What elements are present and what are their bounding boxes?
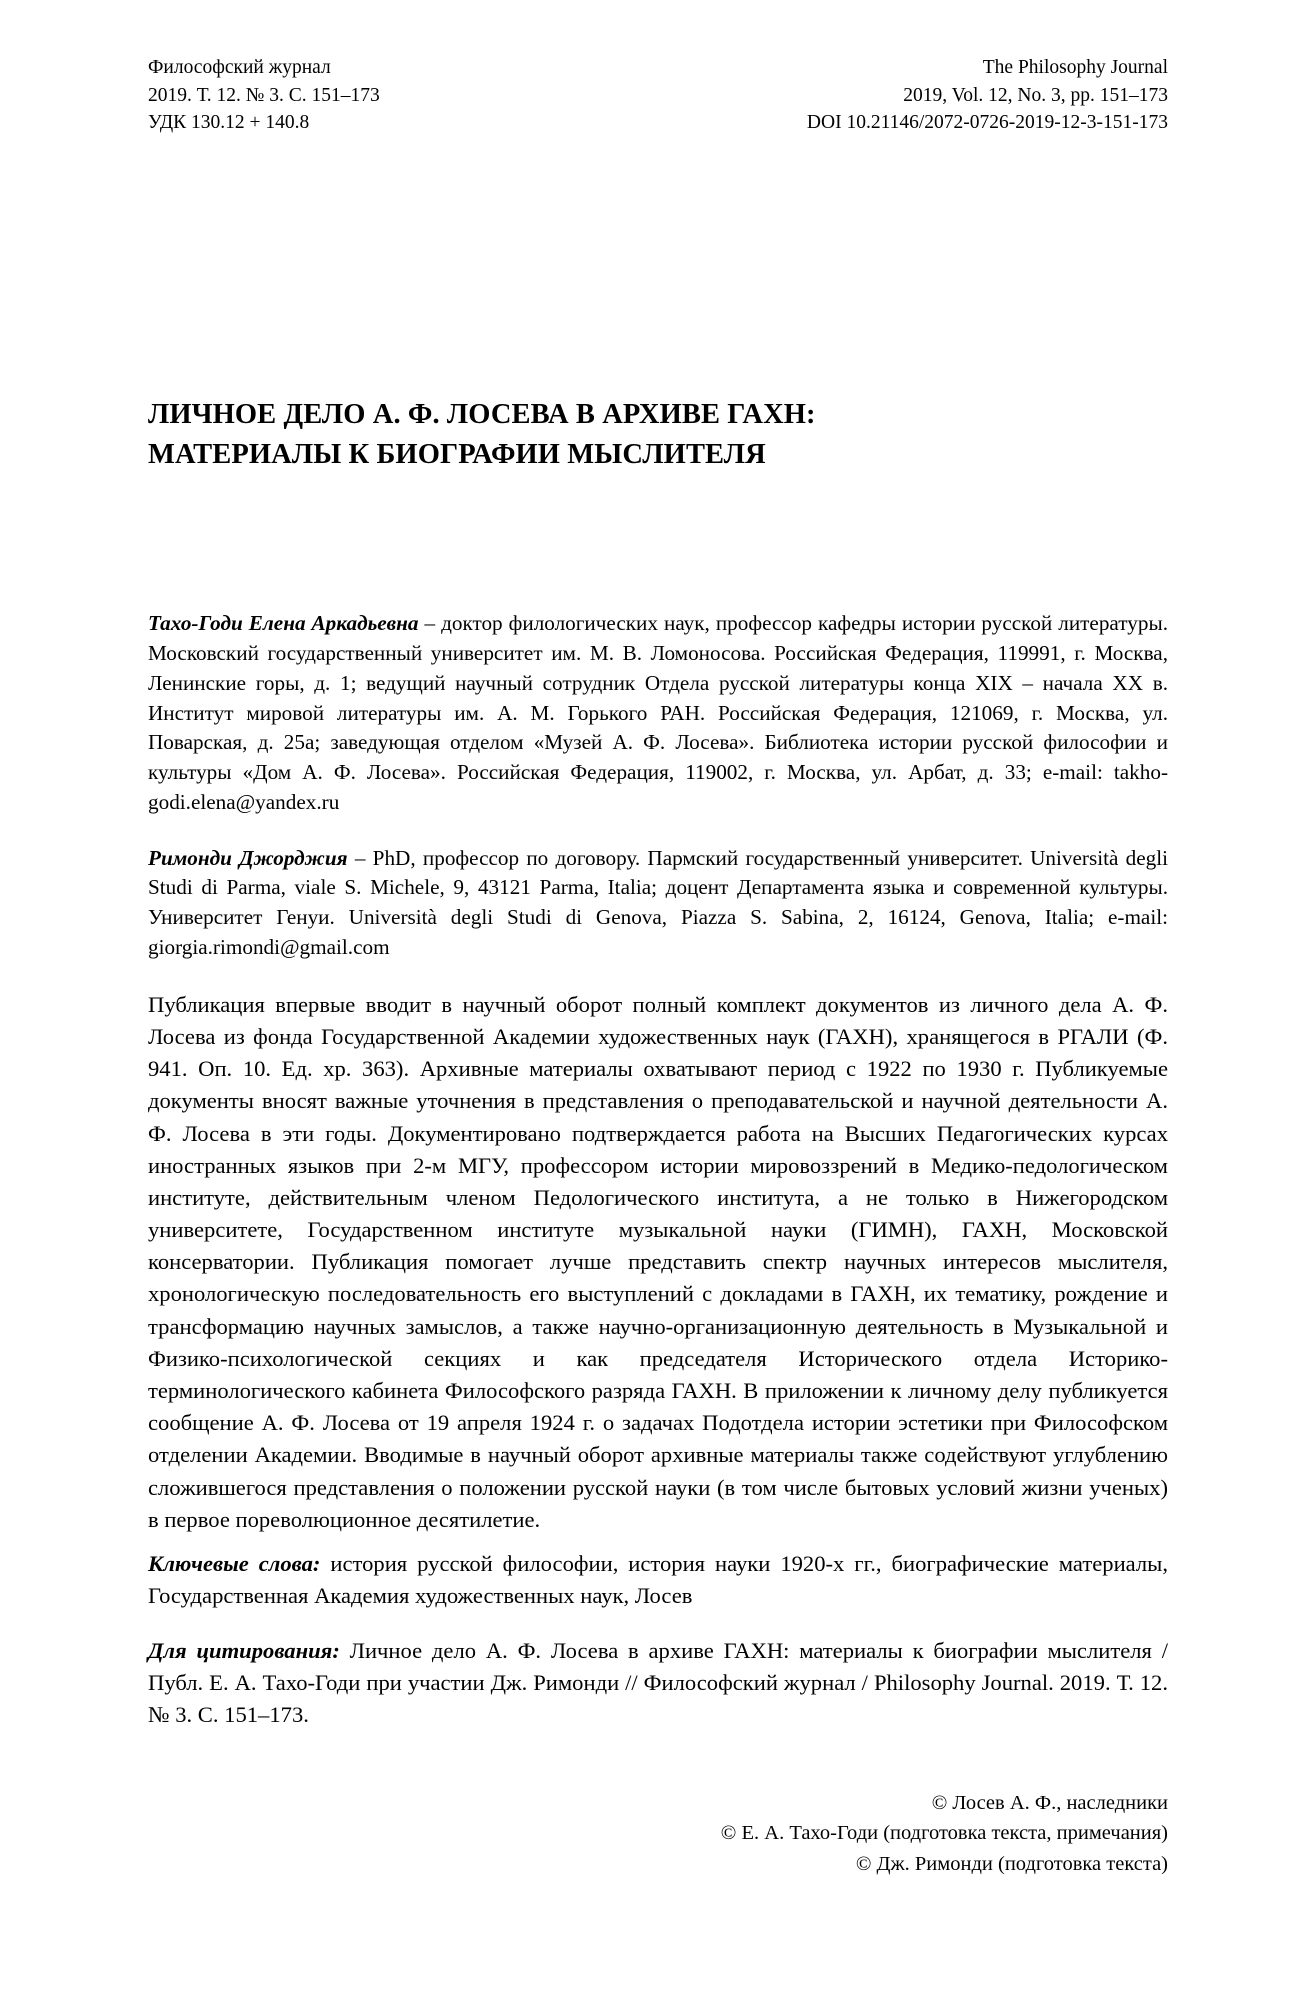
author-name-2: Римонди Джорджия xyxy=(148,845,348,870)
copyright-line-1: © Лосев А. Ф., наследники xyxy=(931,1792,1168,1814)
article-content xyxy=(148,588,1168,1754)
abstract-text: Публикация впервые вводит в научный оборот полный комплект документов из личного дела А. Ф. Лосева из фонда Государственной Академии художественных наук (ГАХН), хранящегося в РГАЛИ (Ф. 941. Оп. 10. Ед. хр. 363). Архивные материалы охватывают период с 1922 по 1930 г. Публикуемые документы вносят важные уточнения в представления о преподавательской и научной деятельности А. Ф. Лосева в эти годы. Документировано подтверждается работа на Высших Педагогических курсах иностранных языков при 2-м МГУ, профессором истории мировоззрений в Медико-педологическом институте, действительным членом Педологического института, а не только в Нижегородском университете, Государственном институте музыкальной науки (ГИМН), ГАХН, Московской консерватории. Публикация помогает лучше представить спектр научных интересов мыслителя, хронологическую последовательность его выступлений с докладами в ГАХН, их тематику, рождение и трансформацию научных замыслов, а также научно-организационную деятельность в Музыкальной и Физико-психологической секциях и как председателя Исторического отдела Историко-терминологического кабинета Философского разряда ГАХН. В приложении к личному делу публикуется сообщение А. Ф. Лосева от 19 апреля 1924 г. о задачах Подотдела истории эстетики при Философском отделении Академии. Вводимые в научный оборот архивные материалы также содействуют углублению сложившегося представления о положении русской науки (в том числе бытовых условий жизни ученых) в первое пореволюционное десятилетие. xyxy=(148,991,1168,1532)
page-title xyxy=(148,395,1168,475)
running-head-right xyxy=(807,54,1168,137)
citation-paragraph xyxy=(148,1635,1168,1732)
author-affiliation-1: – доктор филологических наук, профессор кафедры истории русской литературы. Московский государственный университет им. М. В. Ломоносова. Российская Федерация, 119991, г. Москва, Ленинские горы, д. 1; ведущий научный сотрудник Отдела русской литературы конца XIX – начала XX в. Институт мировой литературы им. А. М. Горького РАН. Российская Федерация, 121069, г. Москва, ул. Поварская, д. 25а; заведующая отделом «Музей А. Ф. Лосева». Библиотека истории русской философии и культуры «Дом А. Ф. Лосева». Российская Федерация, 119002, г. Москва, ул. Арбат, д. 33; e-mail: takho-godi.elena@yandex.ru xyxy=(148,611,1168,814)
copyright-line-2: © Е. А. Тахо-Годи (подготовка текста, примечания) xyxy=(720,1822,1168,1845)
page-title-line-1: ЛИЧНОЕ ДЕЛО А. Ф. ЛОСЕВА В АРХИВЕ ГАХН: xyxy=(148,399,816,431)
keywords-label: Ключевые слова: xyxy=(148,1550,321,1576)
running-head-left xyxy=(148,54,380,137)
keywords-paragraph xyxy=(148,1548,1168,1612)
citation-label: Для цитирования: xyxy=(148,1637,340,1663)
citation-text: Личное дело А. Ф. Лосева в архиве ГАХН: материалы к биографии мыслителя / Публ. Е. А. Тахо-Годи при участии Дж. Римонди // Философский журнал / Philosophy Journal. 2019. Т. 12. № 3. С. 151–173. xyxy=(148,1637,1168,1728)
copyright-block xyxy=(148,1788,1168,1879)
issue-info-ru: 2019. Т. 12. № 3. С. 151–173 xyxy=(148,84,380,106)
author-bio-2 xyxy=(148,844,1168,963)
keywords-text: история русской философии, история науки 1920-х гг., биографические материалы, Государственная Академия художественных наук, Лосев xyxy=(148,1550,1168,1609)
author-bio-1 xyxy=(148,609,1168,817)
copyright-line-3: © Дж. Римонди (подготовка текста) xyxy=(855,1852,1168,1875)
journal-name-ru: Философский журнал xyxy=(148,57,331,78)
udk-code: УДК 130.12 + 140.8 xyxy=(148,112,310,134)
running-head xyxy=(148,54,1168,137)
page-title-line-2: МАТЕРИАЛЫ К БИОГРАФИИ МЫСЛИТЕЛЯ xyxy=(148,438,766,470)
author-affiliation-2: – PhD, профессор по договору. Пармский государственный университет. Università degli Studi di Parma, viale S. Michele, 9, 43121 Parma, Italia; доцент Департамента языка и современной культуры. Университет Генуи. Università degli Studi di Genova, Piazza S. Sabina, 2, 16124, Genova, Italia; e-mail: giorgia.rimondi@gmail.com xyxy=(148,845,1168,959)
journal-name-en: The Philosophy Journal xyxy=(982,57,1168,78)
issue-info-en: 2019, Vol. 12, No. 3, pp. 151–173 xyxy=(903,84,1168,106)
doi-code: DOI 10.21146/2072-0726-2019-12-3-151-173 xyxy=(806,112,1168,134)
author-name-1: Тахо-Годи Елена Аркадьевна xyxy=(148,611,419,636)
